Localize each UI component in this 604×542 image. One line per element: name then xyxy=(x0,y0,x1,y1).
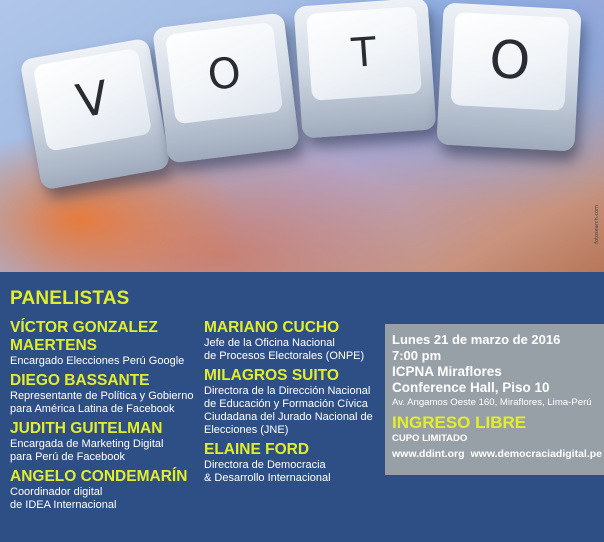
event-address: Av. Angamos Oeste 160, Miraflores, Lima-Perú xyxy=(392,397,592,408)
key-letter: T xyxy=(350,29,378,78)
panelist-name: VÍCTOR GONZALEZ xyxy=(10,319,158,336)
event-time: 7:00 pm xyxy=(392,348,442,363)
keyboard-key-o-1 xyxy=(152,12,300,163)
panelist-role: Representante de Política y Gobierno para América Latina de Facebook xyxy=(10,390,194,415)
panelists-left-column xyxy=(10,319,200,512)
websites xyxy=(392,447,604,461)
panelist-role: Directora de Democracia & Desarrollo Internacional xyxy=(204,459,331,484)
panelist-role: Directora de la Dirección Nacional de Educación y Formación Cívica Ciudadana del Jurado Nacional de Elecciones (JNE) xyxy=(204,385,373,436)
panelist-name: ELAINE FORD xyxy=(204,441,310,458)
section-title: PANELISTAS xyxy=(10,288,130,309)
panelist-name: MARIANO CUCHO xyxy=(204,319,340,336)
keyboard-key-t xyxy=(294,0,437,139)
panelist-name: MAERTENS xyxy=(10,337,97,354)
panelists-middle-column xyxy=(204,319,384,485)
panelist-role: Jefe de la Oficina Nacional de Procesos Electorales (ONPE) xyxy=(204,337,365,362)
key-letter: O xyxy=(487,30,532,93)
event-date: Lunes 21 de marzo de 2016 xyxy=(392,332,561,347)
keyboard-key-v xyxy=(20,38,171,191)
keyboard-key-o-2 xyxy=(436,2,581,151)
website-link-ddint[interactable]: www.ddint.org xyxy=(392,448,465,460)
panelist-role: Encargada de Marketing Digital para Perú de Facebook xyxy=(10,438,164,463)
panelist-name: DIEGO BASSANTE xyxy=(10,372,150,389)
key-letter: O xyxy=(204,46,244,100)
panelist-role: Encargado Elecciones Perú Google xyxy=(10,355,185,367)
event-venue: ICPNA Miraflores xyxy=(392,364,502,379)
key-letter: V xyxy=(72,70,113,129)
event-hall: Conference Hall, Piso 10 xyxy=(392,380,550,395)
entry-label: INGRESO LIBRE xyxy=(392,413,527,432)
panelist-role: Coordinador digital de IDEA Internacional xyxy=(10,486,117,511)
panelist-name: JUDITH GUITELMAN xyxy=(10,420,163,437)
photo-credit: fotosearch.com xyxy=(594,205,600,244)
panelist-name: MILAGROS SUITO xyxy=(204,367,339,384)
event-info-section xyxy=(0,272,604,542)
panelist-name: ANGELO CONDEMARÍN xyxy=(10,468,188,485)
event-details-box xyxy=(385,324,604,475)
website-link-democraciadigital[interactable]: www.democraciadigital.pe xyxy=(470,448,602,460)
capacity-label: CUPO LIMITADO xyxy=(392,433,468,444)
